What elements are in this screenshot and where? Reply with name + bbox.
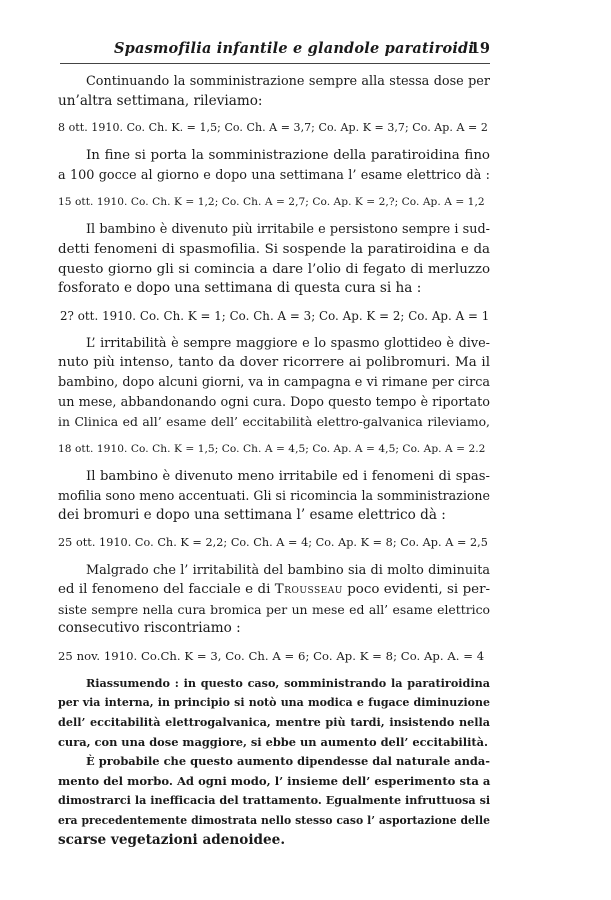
text-line: dimostrarci la inefficacia del trattamento. Egualmente infruttuosa si — [58, 793, 491, 808]
text-line: detti fenomeni di spasmofilia. Si sospende la paratiroidina e da — [58, 241, 490, 257]
text-line: nuto più intenso, tanto da dover ricorrere ai polibromuri. Ma il — [58, 355, 490, 371]
text-line: Malgrado che l’ irritabilità del bambino sia di molto diminuita — [86, 562, 490, 578]
text-line: consecutivo riscontriamo : — [58, 620, 241, 637]
text-line: dell’ eccitabilità elettrogalvanica, mentre più tardi, insistendo nella — [58, 715, 490, 730]
paragraph-3 — [58, 220, 490, 298]
running-title: Spasmofilia infantile e glandole paratiroidi — [114, 40, 475, 57]
paragraph-1 — [58, 72, 490, 111]
paragraph-4 — [58, 334, 490, 432]
page-header — [58, 40, 490, 64]
paragraph-6 — [58, 561, 490, 639]
text-fragment: poco evidenti, si per- — [347, 582, 491, 598]
text-line: In fine si porta la somministrazione della paratiroidina fino — [86, 148, 490, 164]
text-line: È probabile che questo aumento dipendesse dal naturale anda- — [86, 754, 490, 769]
paragraph-5 — [58, 467, 490, 526]
text-line: un mese, abbandonando ogni cura. Dopo questo tempo è riportato — [58, 394, 490, 410]
text-line: a 100 gocce al giorno e dopo una settimana l’ esame elettrico dà : — [58, 167, 490, 183]
author-name-trousseau: Trousseau — [274, 582, 343, 598]
paragraph-7-summary — [58, 674, 490, 752]
text-line: Continuando la somministrazione sempre alla stessa dose per — [86, 74, 490, 89]
text-line: L’ irritabilità è sempre maggiore e lo spasmo glottideo è dive- — [86, 335, 490, 351]
body-text — [58, 72, 490, 850]
text-fragment: ed il fenomeno del facciale e di — [58, 582, 271, 598]
text-line: Il bambino è divenuto più irritabile e persistono sempre i sud- — [86, 222, 490, 238]
text-line: questo giorno gli si comincia a dare l’olio di fegato di merluzzo — [58, 261, 490, 277]
text-line: Riassumendo : in questo caso, somministrando la paratiroidina — [86, 675, 490, 690]
text-line: siste sempre nella cura bromica per un mese ed all’ esame elettrico — [58, 601, 490, 617]
text-line: era precedentemente dimostrata nello stesso caso l’ asportazione delle — [58, 814, 490, 828]
header-rule — [60, 63, 490, 64]
measurement-2x-ott: 2? ott. 1910. Co. Ch. K = 1; Co. Ch. A = 3; Co. Ap. K = 2; Co. Ap. A = 1 — [60, 308, 490, 323]
measurement-25-nov: 25 nov. 1910. Co.Ch. K = 3, Co. Ch. A = 6; Co. Ap. K = 8; Co. Ap. A. = 4 — [58, 648, 485, 663]
text-line: per via interna, in principio si notò una modica e fugace diminuzione — [58, 696, 490, 710]
measurement-18-ott: 18 ott. 1910. Co. Ch. K = 1,5; Co. Ch. A = 4,5; Co. Ap. A = 4,5; Co. Ap. A = 2.2 — [58, 442, 486, 455]
measurement-15-ott: 15 ott. 1910. Co. Ch. K = 1,2; Co. Ch. A = 2,7; Co. Ap. K = 2,?; Co. Ap. A = 1,2 — [58, 196, 485, 209]
text-line: mento del morbo. Ad ogni modo, l’ insieme dell’ esperimento sta a — [58, 773, 491, 788]
text-line — [58, 580, 490, 600]
text-line: in Clinica ed all’ esame dell’ eccitabilità elettro-galvanica rileviamo, — [58, 414, 490, 430]
text-line: dei bromuri e dopo una settimana l’ esame elettrico dà : — [58, 506, 446, 523]
measurement-8-ott: 8 ott. 1910. Co. Ch. K. = 1,5; Co. Ch. A = 3,7; Co. Ap. K = 3,7; Co. Ap. A = 2 — [58, 121, 488, 135]
text-line: scarse vegetazioni adenoidee. — [58, 831, 286, 848]
text-line: cura, con una dose maggiore, si ebbe un aumento dell’ eccitabilità. — [58, 734, 489, 749]
text-line: mofilia sono meno accentuati. Gli si ricomincia la somministrazione — [58, 488, 490, 504]
paragraph-8-conclusion — [58, 752, 490, 850]
text-line: Il bambino è divenuto meno irritabile ed i fenomeni di spas- — [86, 468, 490, 484]
text-line: fosforato e dopo una settimana di questa cura si ha : — [58, 280, 422, 297]
text-line: un’altra settimana, rileviamo: — [58, 92, 263, 109]
measurement-25-ott: 25 ott. 1910. Co. Ch. K = 2,2; Co. Ch. A = 4; Co. Ap. K = 8; Co. Ap. A = 2,5 — [58, 535, 488, 549]
paragraph-2 — [58, 146, 490, 185]
page-number: 19 — [469, 40, 490, 57]
text-line: bambino, dopo alcuni giorni, va in campagna e vi rimane per circa — [58, 374, 490, 390]
